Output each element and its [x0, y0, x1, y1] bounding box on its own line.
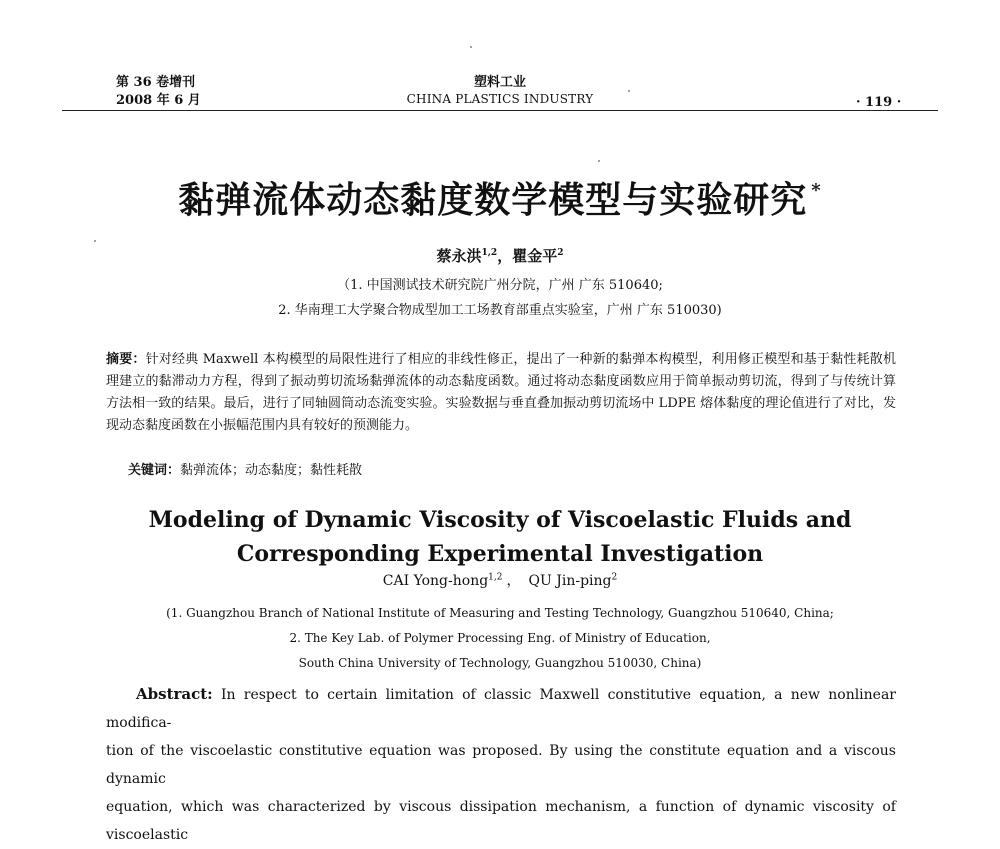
author-separator-en: ，: [506, 573, 521, 589]
author1-cn: 蔡永洪: [436, 247, 482, 265]
affiliation-en-2: 2. The Key Lab. of Polymer Processing Eng. of Ministry of Education,: [289, 631, 711, 645]
abstract-en-line-2: tion of the viscoelastic constitutive equation was proposed. By using the constitute equation and a viscous dynamic: [106, 743, 896, 787]
page-number: · 119 ·: [856, 95, 902, 110]
scan-speck: [598, 160, 600, 162]
authors-cn: [0, 245, 1000, 266]
keywords-cn-text: 黏弹流体；动态黏度；黏性耗散: [180, 463, 363, 478]
title-footnote-mark: *: [811, 180, 822, 201]
author2-en-affil: 2: [611, 572, 618, 583]
scan-speck: [470, 46, 472, 48]
abstract-en-label: Abstract:: [136, 685, 213, 703]
author2-en: QU Jin-ping: [528, 573, 612, 589]
scan-speck: [628, 90, 630, 92]
paper-title-en-line1: Modeling of Dynamic Viscosity of Viscoelastic Fluids and: [148, 507, 852, 533]
affiliation-cn-1: （1. 中国测试技术研究院广州分院，广州 广东 510640;: [337, 278, 663, 293]
abstract-en-line-1: In respect to certain limitation of classic Maxwell constitutive equation, a new nonlinear modifica-: [106, 687, 897, 731]
scan-speck: [94, 240, 96, 242]
abstract-en-line-3: equation, which was characterized by viscous dissipation mechanism, a function of dynamic viscosity of viscoelastic: [106, 799, 896, 843]
authors-en: [0, 570, 1000, 590]
journal-title-cn: 塑料工业: [473, 75, 526, 90]
paper-title-en-line2: Corresponding Experimental Investigation: [236, 541, 764, 567]
paper-title-cn-text: 黏弹流体动态黏度数学模型与实验研究: [178, 179, 808, 221]
abstract-cn: [106, 349, 896, 437]
author2-cn: 瞿金平: [512, 247, 558, 265]
journal-title-en: CHINA PLASTICS INDUSTRY: [406, 92, 594, 106]
affiliation-en-3: South China University of Technology, Guangzhou 510030, China): [298, 656, 702, 670]
abstract-cn-text: 针对经典 Maxwell 本构模型的局限性进行了相应的非线性修正，提出了一种新的黏弹本构模型，利用修正模型和基于黏性耗散机理建立的黏滞动力方程，得到了振动剪切流场黏弹流体的动态黏度函数。通过将动态黏度函数应用于简单振动剪切流，得到了与传统计算方法相一致的结果。最后，进行了同轴圆筒动态流变实验。实验数据与垂直叠加振动剪切流场中 LDPE 熔体黏度的理论值进行了对比，发现动态黏度函数在小振幅范围内具有较好的预测能力。: [106, 352, 896, 433]
header-rule: [62, 110, 938, 111]
author-separator-cn: ，: [497, 247, 513, 265]
author1-en-affil: 1,2: [488, 572, 503, 583]
affiliation-cn-2: 2. 华南理工大学聚合物成型加工工场教育部重点实验室，广州 广东 510030): [278, 303, 722, 318]
abstract-en-line: [106, 680, 896, 737]
abstract-cn-label: 摘要：: [106, 352, 146, 367]
author1-cn-affil: 1,2: [481, 248, 498, 258]
author2-cn-affil: 2: [557, 248, 564, 258]
volume-label: 第 36 卷增刊: [116, 75, 196, 90]
abstract-en: [106, 680, 896, 849]
paper-title-cn: [0, 172, 1000, 223]
issue-date: 2008 年 6 月: [116, 93, 201, 108]
keywords-cn-label: 关键词：: [128, 463, 181, 478]
keywords-cn: [128, 459, 362, 478]
affiliation-en-1: (1. Guangzhou Branch of National Institute of Measuring and Testing Technology, Guangzhou 510640, China;: [166, 606, 834, 620]
author1-en: CAI Yong-hong: [382, 573, 489, 589]
